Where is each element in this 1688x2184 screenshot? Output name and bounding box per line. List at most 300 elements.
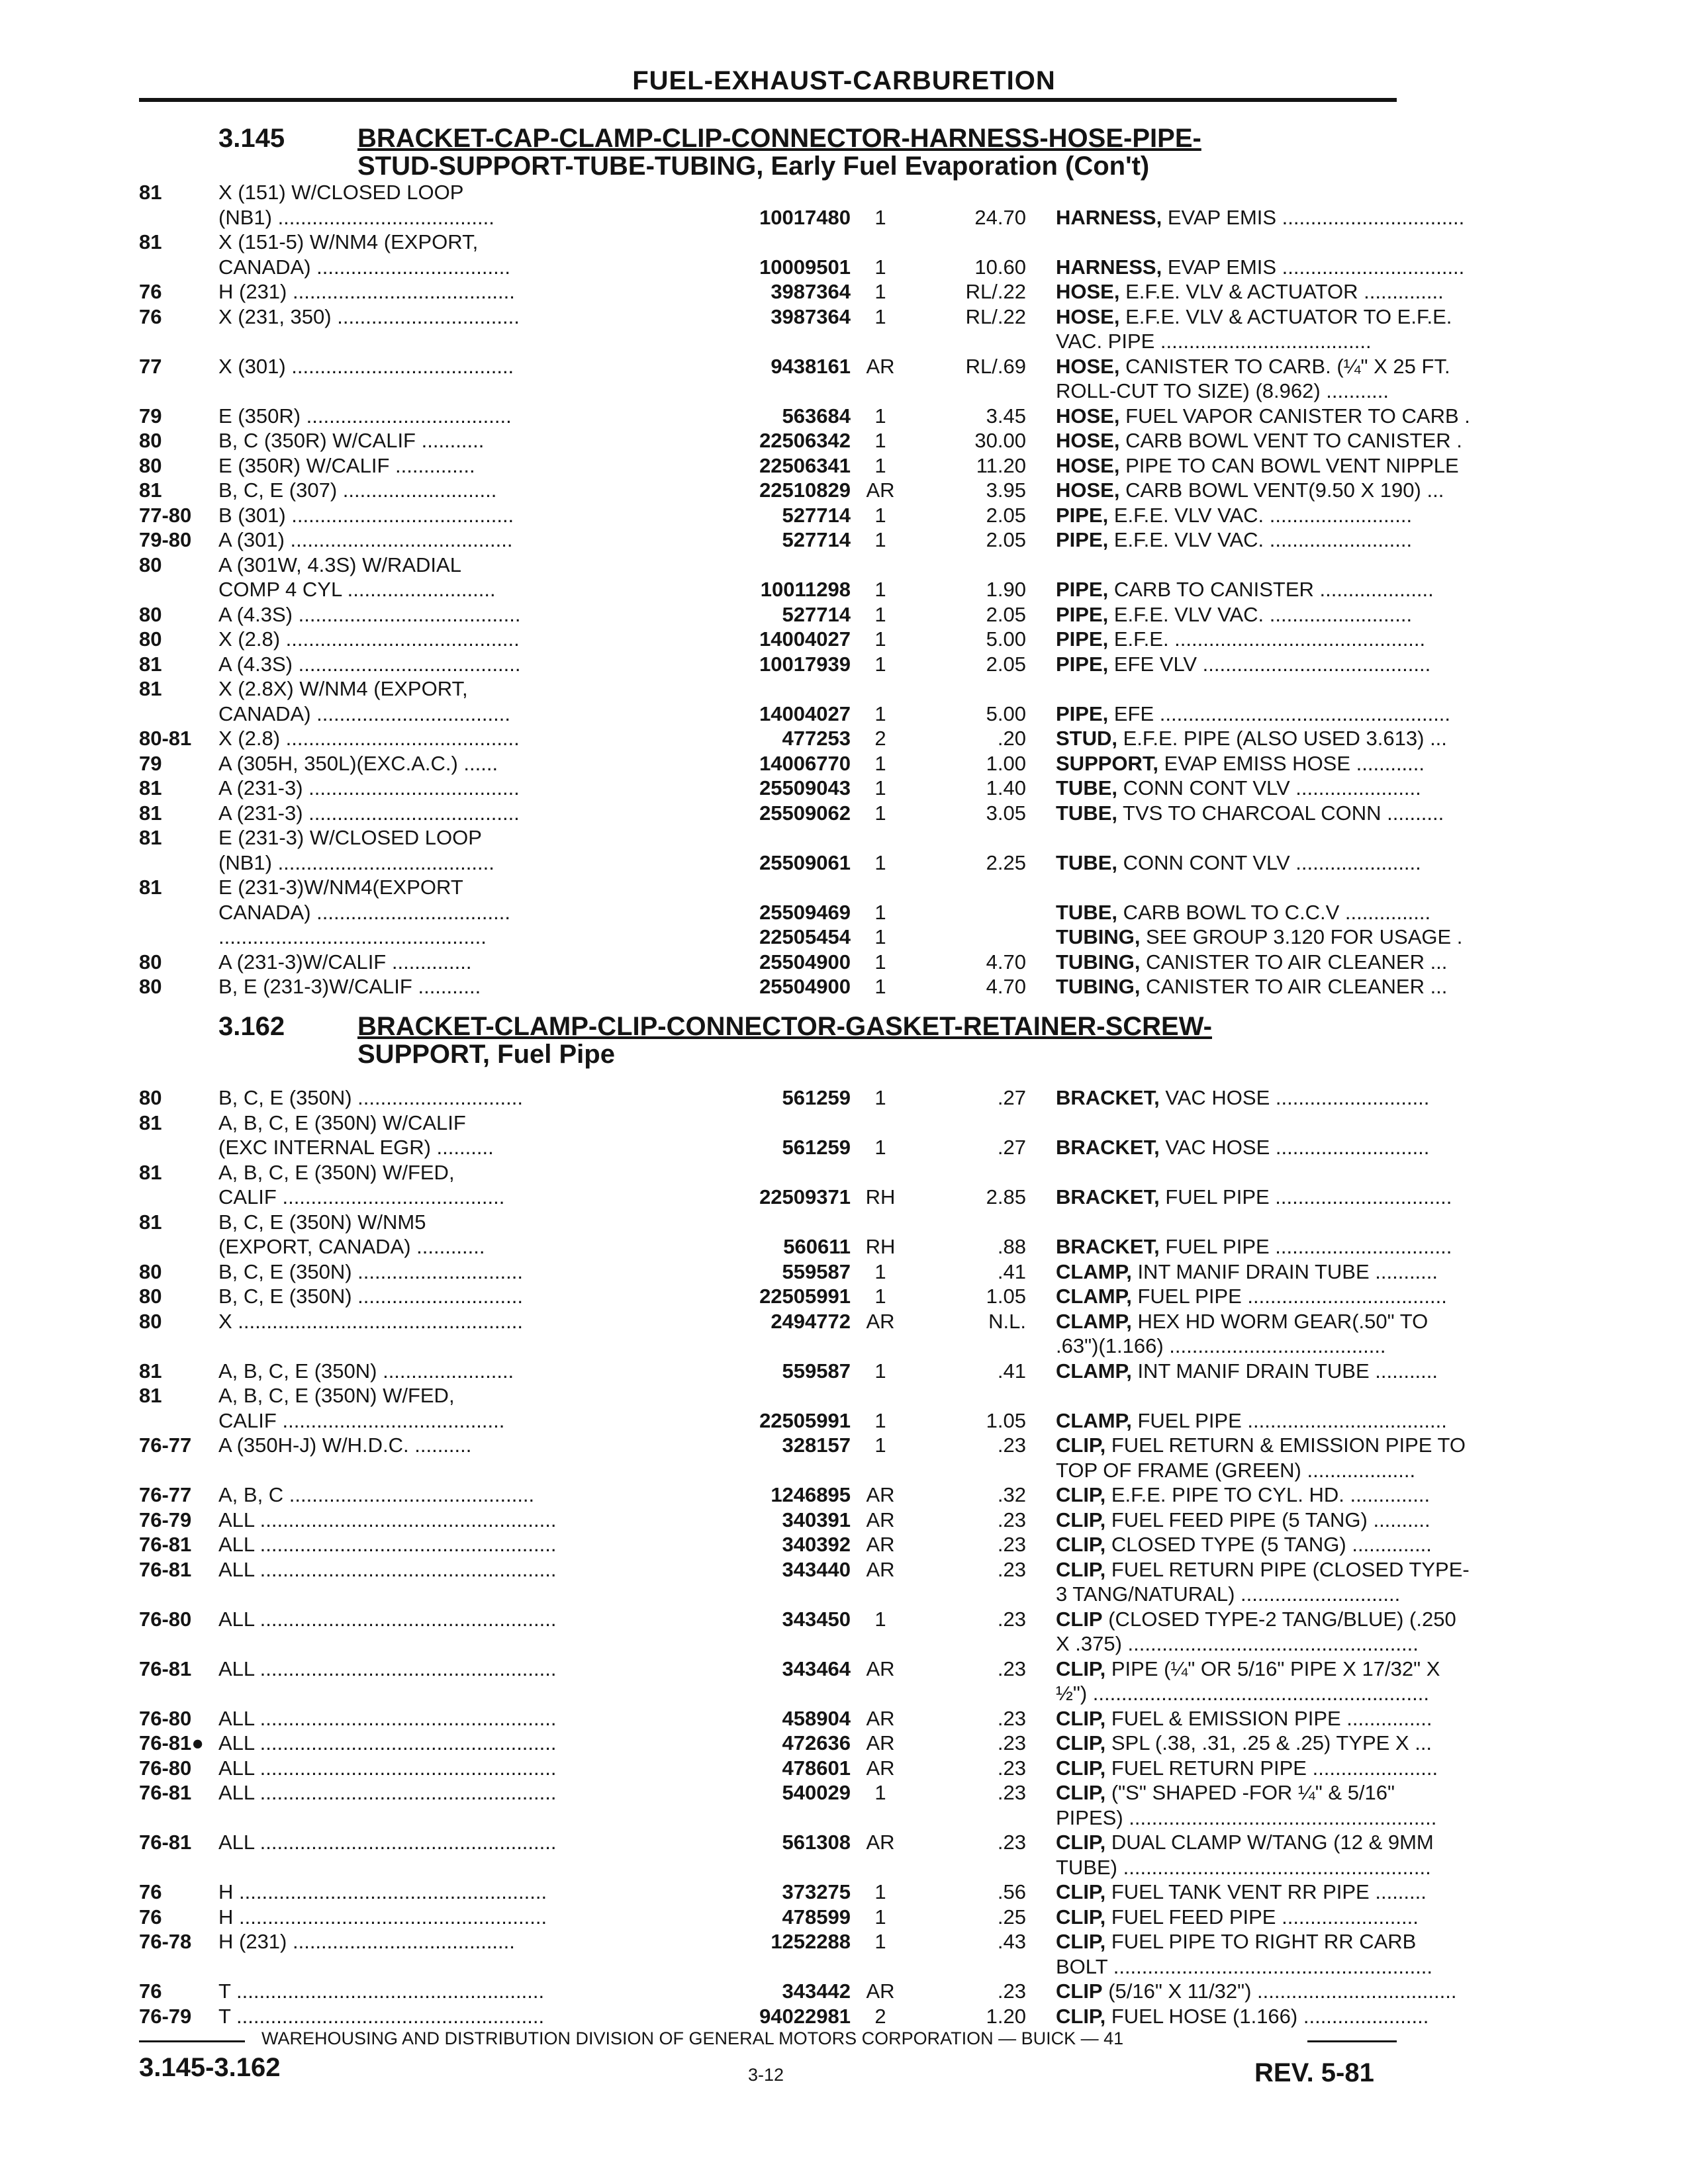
parts-row: [139, 1508, 1430, 1532]
price: 1.40: [986, 776, 1026, 799]
part-description: [1056, 2004, 1429, 2028]
part-number: 22510829: [759, 478, 851, 502]
parts-row: [139, 1433, 1466, 1457]
model-year: 76-80: [139, 1756, 192, 1780]
quantity: 1: [874, 850, 886, 874]
quantity: 1: [874, 280, 886, 303]
part-name: PIPE,: [1056, 702, 1109, 725]
parts-row: [139, 1135, 1430, 1160]
parts-row: [139, 1557, 1470, 1582]
part-number: 1246895: [771, 1483, 851, 1506]
part-number: 10017480: [759, 205, 851, 229]
model-year: 81: [139, 876, 162, 899]
part-detail: FUEL PIPE ...............................: [1159, 1185, 1452, 1208]
part-detail: SEE GROUP 3.120 FOR USAGE .: [1140, 925, 1463, 948]
part-description: [1056, 1979, 1457, 2003]
part-detail: CARB BOWL TO C.C.V ...............: [1117, 900, 1431, 924]
part-number: 9438161: [771, 354, 851, 378]
part-description: [1056, 1433, 1466, 1457]
parts-row: [139, 1954, 1433, 1979]
part-description: [1056, 1880, 1427, 1904]
part-name: HOSE,: [1056, 429, 1120, 452]
part-detail: CONN CONT VLV ......................: [1117, 850, 1421, 874]
quantity: AR: [866, 1657, 895, 1680]
parts-row: [139, 602, 1413, 627]
part-detail: FUEL PIPE ...............................: [1159, 1235, 1452, 1258]
part-name: CLAMP,: [1056, 1285, 1132, 1308]
part-detail: PIPES) ......................................................: [1056, 1805, 1437, 1829]
page-header: FUEL-EXHAUST-CARBURETION: [632, 66, 1056, 95]
price: RL/.22: [965, 304, 1026, 328]
parts-row: [139, 1706, 1432, 1731]
parts-row: [139, 825, 1397, 850]
part-number: 10011298: [760, 578, 851, 601]
part-detail: E.F.E. PIPE (ALSO USED 3.613) ...: [1117, 727, 1447, 750]
parts-row: [139, 379, 1397, 403]
price: .23: [997, 1533, 1026, 1556]
part-number: 22505454: [759, 925, 851, 948]
quantity: 1: [874, 1285, 886, 1308]
part-name: CLAMP,: [1056, 1359, 1132, 1383]
model-year: 81: [139, 1210, 162, 1234]
part-description: [1056, 1458, 1416, 1482]
quantity: AR: [866, 1756, 895, 1780]
quantity: 1: [874, 900, 886, 924]
price: .23: [997, 1706, 1026, 1730]
section-title-line1: BRACKET-CAP-CLAMP-CLIP-CONNECTOR-HARNESS-HOSE-PIPE-: [357, 124, 1201, 153]
application: (NB1) ......................................: [218, 205, 494, 229]
application: X (2.8) .........................................: [218, 727, 520, 750]
part-description: [1056, 1905, 1419, 1929]
application: CALIF .......................................: [218, 1408, 505, 1432]
quantity: 1: [874, 1086, 886, 1109]
part-detail: FUEL VAPOR CANISTER TO CARB .: [1119, 404, 1470, 428]
application: A, B, C ...........................................: [218, 1483, 535, 1506]
part-number: 14004027: [759, 702, 851, 725]
parts-row: [139, 404, 1470, 428]
model-year: 79: [139, 751, 162, 775]
application: ...............................................: [218, 925, 487, 948]
application: A (350H-J) W/H.D.C. ..........: [218, 1433, 472, 1457]
section-title-line1: BRACKET-CLAMP-CLIP-CONNECTOR-GASKET-RETAINER-SCREW-: [357, 1012, 1212, 1041]
part-detail: BOLT ........................................................: [1056, 1954, 1433, 1978]
application: B, C, E (350N) .............................: [218, 1285, 523, 1308]
model-year: 76-79: [139, 2004, 192, 2028]
parts-row: [139, 1359, 1438, 1383]
part-name: CLIP,: [1056, 1557, 1106, 1581]
part-detail: PIPE TO CAN BOWL VENT NIPPLE: [1119, 453, 1459, 477]
quantity: 1: [874, 404, 886, 428]
application: X ..................................................: [218, 1309, 523, 1333]
parts-row: [139, 1607, 1456, 1631]
part-description: [1056, 453, 1459, 478]
application: A, B, C, E (350N) W/FED,: [218, 1384, 455, 1407]
parts-row: [139, 453, 1459, 478]
part-number: 373275: [782, 1880, 851, 1903]
parts-row: [139, 850, 1421, 875]
footer-division: WAREHOUSING AND DISTRIBUTION DIVISION OF GENERAL MOTORS CORPORATION — BUICK — 41: [261, 2028, 1124, 2048]
model-year: 80: [139, 975, 162, 998]
part-description: [1056, 1657, 1440, 1681]
parts-row: [139, 1681, 1429, 1706]
section-title-line2: SUPPORT, Fuel Pipe: [357, 1040, 615, 1069]
application: H ......................................................: [218, 1880, 547, 1903]
application: A, B, C, E (350N) W/CALIF: [218, 1111, 466, 1134]
section-number: 3.145: [218, 124, 285, 153]
price: 5.00: [986, 702, 1026, 725]
parts-row: [139, 1805, 1437, 1830]
part-number: 328157: [782, 1433, 851, 1457]
parts-row: [139, 875, 1397, 899]
part-number: 25509043: [759, 776, 851, 799]
part-description: [1056, 205, 1465, 230]
parts-row: [139, 900, 1431, 925]
price: 2.05: [986, 528, 1026, 551]
price: 1.20: [986, 2004, 1026, 2028]
part-description: [1056, 1309, 1429, 1334]
part-number: 340391: [782, 1508, 851, 1531]
model-year: 76: [139, 1905, 162, 1929]
part-number: 343450: [782, 1607, 851, 1631]
price: 24.70: [974, 205, 1026, 229]
part-detail: TUBE) ......................................................: [1056, 1855, 1431, 1879]
model-year: 76: [139, 1880, 162, 1903]
part-description: [1056, 1532, 1432, 1557]
part-detail: DUAL CLAMP W/TANG (12 & 9MM: [1105, 1831, 1434, 1854]
model-year: 80: [139, 1285, 162, 1308]
parts-row: [139, 1979, 1457, 2003]
parts-row: [139, 1657, 1440, 1681]
parts-row: [139, 1905, 1419, 1929]
model-year: 81: [139, 1359, 162, 1383]
price: 5.00: [986, 627, 1026, 651]
application: H (231) .......................................: [218, 280, 515, 303]
quantity: 1: [874, 751, 886, 775]
model-year: 76-77: [139, 1483, 192, 1506]
model-year: 81: [139, 677, 162, 700]
model-year: 80-81: [139, 727, 192, 750]
price: 1.05: [986, 1285, 1026, 1308]
model-year: 81: [139, 1160, 162, 1184]
part-name: CLIP,: [1056, 2004, 1106, 2028]
part-detail: E.F.E. VLV & ACTUATOR ..............: [1119, 280, 1444, 303]
application: B, C, E (350N) .............................: [218, 1259, 523, 1283]
application: E (231-3)W/NM4(EXPORT: [218, 876, 463, 899]
application: ALL ....................................................: [218, 1731, 557, 1754]
model-year: 76-80: [139, 1706, 192, 1730]
part-detail: TOP OF FRAME (GREEN) ...................: [1056, 1458, 1416, 1482]
quantity: 1: [874, 1259, 886, 1283]
part-number: 14004027: [759, 627, 851, 651]
part-description: [1056, 1929, 1417, 1954]
application: (EXPORT, CANADA) ............: [218, 1235, 485, 1258]
parts-row: [139, 527, 1413, 552]
application: CALIF .......................................: [218, 1185, 505, 1208]
model-year: 81: [139, 776, 162, 799]
parts-row: [139, 1408, 1447, 1433]
part-detail: CANISTER TO AIR CLEANER ...: [1140, 975, 1448, 998]
part-name: TUBE,: [1056, 850, 1117, 874]
parts-row: [139, 1482, 1430, 1507]
part-number: 1252288: [771, 1930, 851, 1953]
part-name: CLIP,: [1056, 1508, 1106, 1531]
part-description: [1056, 1557, 1470, 1582]
part-description: [1056, 1731, 1432, 1755]
part-description: [1056, 304, 1452, 329]
parts-row: [139, 1383, 1397, 1408]
parts-row: [139, 974, 1448, 999]
part-description: [1056, 428, 1462, 453]
application: B, C, E (307) ...........................: [218, 478, 497, 502]
part-name: PIPE,: [1056, 528, 1109, 551]
part-name: PIPE,: [1056, 578, 1109, 601]
part-detail: (5/16" X 11/32") ...................................: [1102, 1979, 1457, 2003]
price: .88: [997, 1235, 1026, 1258]
part-detail: 3 TANG/NATURAL) ............................: [1056, 1582, 1401, 1606]
part-name: CLIP,: [1056, 1731, 1106, 1754]
header-rule: [139, 98, 1397, 102]
quantity: AR: [866, 1731, 895, 1754]
application: X (151) W/CLOSED LOOP: [218, 181, 464, 204]
price: .56: [997, 1880, 1026, 1903]
parts-row: [139, 503, 1413, 527]
part-detail: FUEL FEED PIPE ........................: [1105, 1905, 1419, 1929]
part-detail: CANISTER TO CARB. (¼" X 25 FT.: [1119, 354, 1450, 378]
part-detail: E.F.E. VLV VAC. .........................: [1108, 503, 1413, 527]
part-description: [1056, 329, 1397, 353]
model-year: 76-81: [139, 1557, 192, 1581]
part-number: 94022981: [759, 2004, 851, 2028]
quantity: 1: [874, 776, 886, 799]
price: 2.05: [986, 602, 1026, 626]
application: CANADA) ..................................: [218, 900, 510, 924]
part-detail: EFE VLV ........................................: [1108, 652, 1431, 676]
parts-row: [139, 2004, 1429, 2028]
application: ALL ....................................................: [218, 1831, 557, 1854]
part-number: 25504900: [759, 975, 851, 998]
part-name: PIPE,: [1056, 602, 1109, 626]
parts-row: [139, 1929, 1417, 1954]
part-detail: CARB TO CANISTER ....................: [1108, 578, 1434, 601]
part-name: BRACKET,: [1056, 1235, 1160, 1258]
part-description: [1056, 1234, 1452, 1259]
model-year: 80: [139, 950, 162, 974]
parts-row: [139, 205, 1465, 230]
application: E (231-3) W/CLOSED LOOP: [218, 826, 482, 849]
quantity: 1: [874, 1781, 886, 1804]
part-detail: E.F.E. ............................................: [1108, 627, 1426, 651]
model-year: 80: [139, 429, 162, 452]
part-detail: HEX HD WORM GEAR(.50" TO: [1131, 1309, 1429, 1333]
part-name: CLIP,: [1056, 1706, 1106, 1730]
model-year: 76-80: [139, 1607, 192, 1631]
application: A (301W, 4.3S) W/RADIAL: [218, 553, 461, 576]
part-name: HOSE,: [1056, 478, 1120, 502]
quantity: 1: [874, 702, 886, 725]
price: RL/.22: [965, 280, 1026, 303]
quantity: 1: [874, 1880, 886, 1903]
price: 3.45: [986, 404, 1026, 428]
price: .23: [997, 1607, 1026, 1631]
model-year: 81: [139, 1111, 162, 1134]
model-year: 77-80: [139, 503, 192, 527]
footer-page-number: 3-12: [748, 2065, 784, 2085]
model-year: 80: [139, 1086, 162, 1109]
part-name: CLAMP,: [1056, 1309, 1132, 1333]
quantity: 1: [874, 925, 886, 948]
model-year: 79: [139, 404, 162, 428]
parts-row: [139, 1731, 1432, 1755]
application: B, E (231-3)W/CALIF ...........: [218, 975, 481, 998]
part-description: [1056, 1284, 1447, 1308]
quantity: 1: [874, 1930, 886, 1953]
application: ALL ....................................................: [218, 1533, 557, 1556]
part-description: [1056, 1780, 1397, 1805]
part-name: TUBING,: [1056, 975, 1141, 998]
part-detail: E.F.E. VLV VAC. .........................: [1108, 602, 1413, 626]
application: B, C, E (350N) .............................: [218, 1086, 523, 1109]
part-number: 340392: [782, 1533, 851, 1556]
application: X (301) .......................................: [218, 354, 514, 378]
parts-row: [139, 1756, 1438, 1780]
parts-row: [139, 1334, 1397, 1358]
part-detail: FUEL RETURN & EMISSION PIPE TO: [1105, 1433, 1466, 1457]
model-year: 81: [139, 181, 162, 204]
quantity: RH: [865, 1185, 896, 1208]
part-detail: ("S" SHAPED -FOR ¼" & 5/16": [1105, 1781, 1395, 1804]
application: A (231-3) .....................................: [218, 776, 520, 799]
part-number: 343440: [782, 1557, 851, 1581]
price: .23: [997, 1979, 1026, 2003]
part-number: 343442: [782, 1979, 851, 2003]
part-number: 25504900: [759, 950, 851, 974]
part-detail: E.F.E. PIPE TO CYL. HD. ..............: [1105, 1483, 1430, 1506]
quantity: 1: [874, 1136, 886, 1159]
price: .32: [997, 1483, 1026, 1506]
part-name: TUBING,: [1056, 950, 1141, 974]
footer-revision: REV. 5-81: [1254, 2058, 1374, 2087]
part-description: [1056, 1681, 1429, 1706]
part-description: [1056, 702, 1451, 726]
parts-row: [139, 776, 1421, 800]
model-year: 76-81: [139, 1657, 192, 1680]
part-name: CLIP,: [1056, 1831, 1106, 1854]
quantity: 1: [874, 1408, 886, 1432]
parts-row: [139, 1631, 1419, 1656]
application: T ......................................................: [218, 1979, 545, 2003]
part-description: [1056, 726, 1447, 751]
application: X (2.8X) W/NM4 (EXPORT,: [218, 677, 468, 700]
application: A (4.3S) .......................................: [218, 602, 521, 626]
parts-row: [139, 279, 1444, 304]
model-year: 81: [139, 826, 162, 849]
parts-row: [139, 1532, 1432, 1557]
price: .20: [997, 727, 1026, 750]
parts-row: [139, 1085, 1430, 1110]
parts-row: [139, 553, 1397, 577]
part-description: [1056, 1954, 1433, 1979]
part-name: HOSE,: [1056, 354, 1120, 378]
price: 1.00: [986, 751, 1026, 775]
quantity: 1: [874, 1359, 886, 1383]
parts-row: [139, 1185, 1452, 1209]
part-description: [1056, 1085, 1430, 1110]
part-description: [1056, 950, 1448, 974]
part-name: TUBE,: [1056, 776, 1117, 799]
part-number: 3987364: [771, 304, 851, 328]
part-detail: EFE ...................................................: [1108, 702, 1451, 725]
part-description: [1056, 478, 1444, 502]
application: T ......................................................: [218, 2004, 545, 2028]
part-description: [1056, 751, 1425, 776]
part-description: [1056, 1607, 1456, 1631]
price: .41: [997, 1359, 1026, 1383]
part-name: TUBING,: [1056, 925, 1141, 948]
quantity: 1: [874, 304, 886, 328]
application: B, C, E (350N) W/NM5: [218, 1210, 426, 1234]
price: RL/.69: [965, 354, 1026, 378]
part-description: [1056, 1135, 1430, 1160]
part-description: [1056, 503, 1413, 527]
model-year: 76: [139, 1979, 162, 2003]
part-name: PIPE,: [1056, 503, 1109, 527]
part-description: [1056, 354, 1450, 379]
part-detail: INT MANIF DRAIN TUBE ...........: [1131, 1359, 1438, 1383]
parts-row: [139, 180, 1397, 205]
part-description: [1056, 1805, 1437, 1830]
model-year: 76-77: [139, 1433, 192, 1457]
part-name: HOSE,: [1056, 280, 1120, 303]
price: .23: [997, 1657, 1026, 1680]
part-detail: FUEL RETURN PIPE ......................: [1105, 1756, 1438, 1780]
footer-section-range: 3.145-3.162: [139, 2053, 281, 2082]
parts-row: [139, 676, 1397, 701]
part-detail: FUEL TANK VENT RR PIPE .........: [1105, 1880, 1427, 1903]
model-year: 76-81: [139, 1781, 192, 1804]
part-description: [1056, 1756, 1438, 1780]
parts-row: [139, 304, 1452, 329]
footer-rule-right: [1307, 2040, 1397, 2042]
model-year: 76-81: [139, 1533, 192, 1556]
part-number: 10009501: [759, 255, 851, 279]
model-year: 76: [139, 280, 162, 303]
part-name: CLIP,: [1056, 1433, 1106, 1457]
part-description: [1056, 1582, 1401, 1606]
part-number: 527714: [782, 503, 851, 527]
part-number: 2494772: [771, 1309, 851, 1333]
part-name: SUPPORT,: [1056, 751, 1159, 775]
part-description: [1056, 850, 1421, 875]
application: (EXC INTERNAL EGR) ..........: [218, 1136, 494, 1159]
part-detail: VAC. PIPE .....................................: [1056, 330, 1372, 353]
part-number: 22506342: [759, 429, 851, 452]
price: 4.70: [986, 950, 1026, 974]
part-description: [1056, 1508, 1430, 1532]
application: E (350R) ....................................: [218, 404, 512, 428]
price: 4.70: [986, 975, 1026, 998]
part-description: [1056, 1259, 1438, 1284]
price: .23: [997, 1756, 1026, 1780]
part-name: BRACKET,: [1056, 1136, 1160, 1159]
part-description: [1056, 801, 1444, 825]
part-number: 10017939: [759, 652, 851, 676]
part-detail: .63")(1.166) ......................................: [1056, 1334, 1386, 1357]
model-year: 81: [139, 230, 162, 253]
model-year: 80: [139, 1309, 162, 1333]
model-year: 81: [139, 478, 162, 502]
model-year: 76-79: [139, 1508, 192, 1531]
parts-row: [139, 702, 1451, 726]
